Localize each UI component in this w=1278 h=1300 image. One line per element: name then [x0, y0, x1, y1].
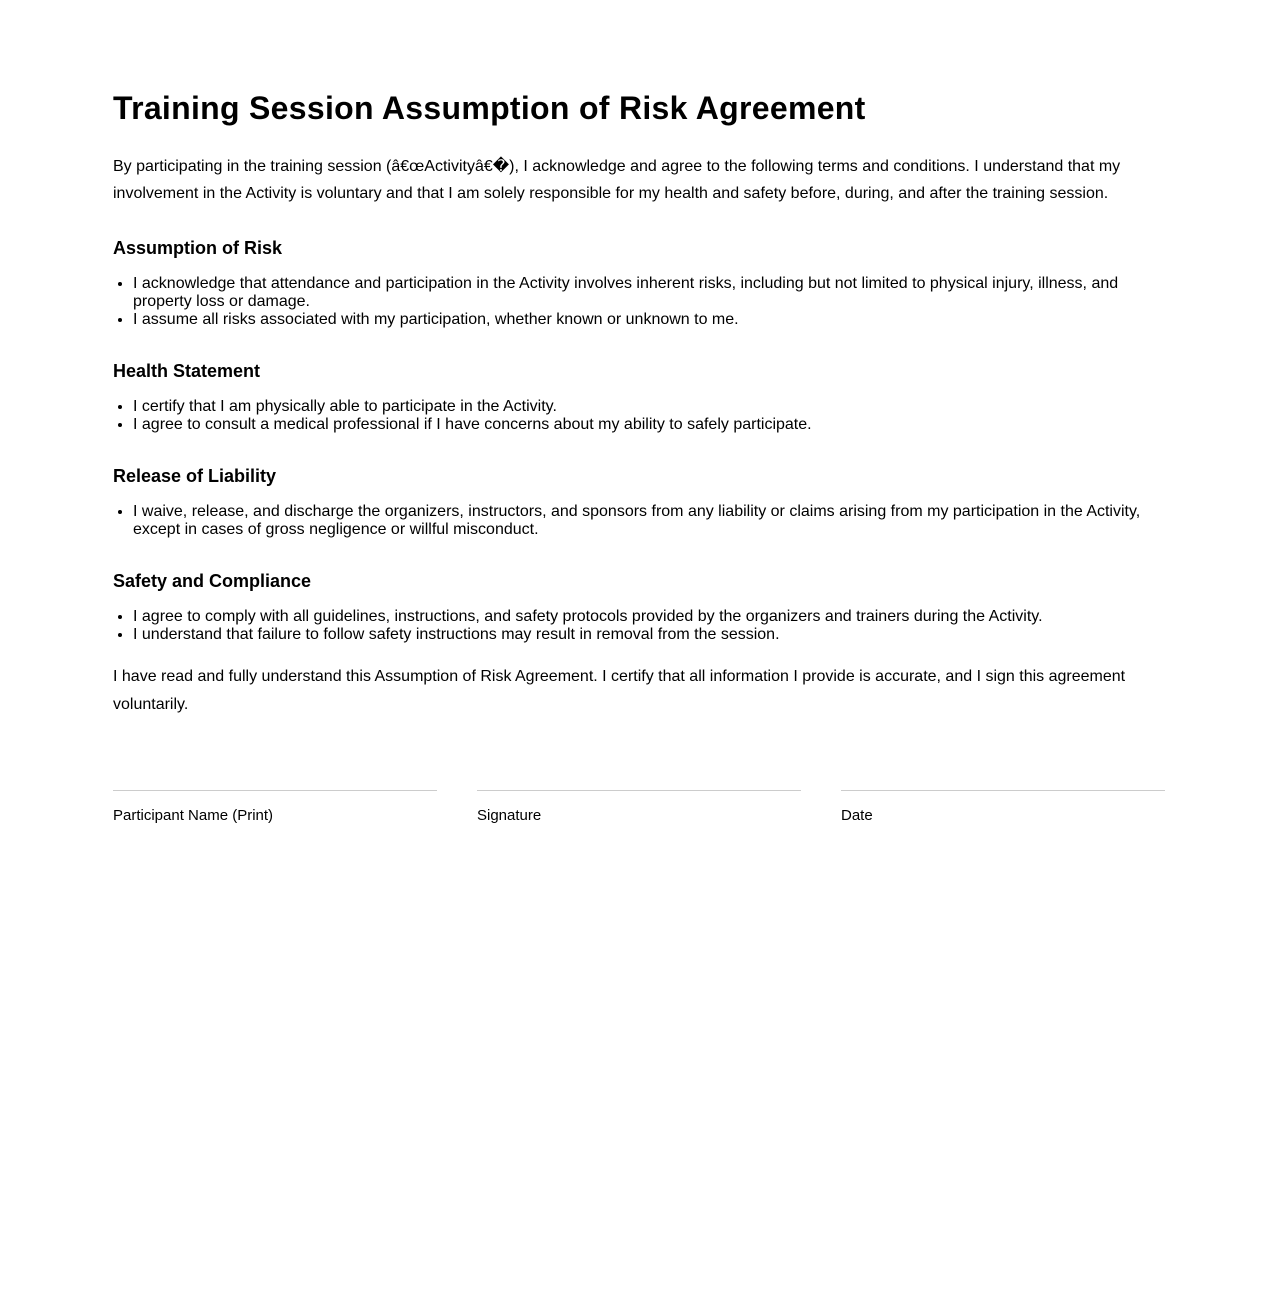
- section-list-release-of-liability: [113, 503, 1165, 539]
- signature-line: [841, 790, 1165, 791]
- signature-field-date[interactable]: [841, 790, 1165, 824]
- list-item: • I assume all risks associated with my participation, whether known or unknown to me.: [133, 311, 1165, 329]
- list-item: • I agree to consult a medical professional if I have concerns about my ability to safely participate.: [133, 416, 1165, 434]
- list-item: • I certify that I am physically able to participate in the Activity.: [133, 398, 1165, 416]
- section-list-assumption-of-risk: [113, 275, 1165, 329]
- list-item: • I understand that failure to follow safety instructions may result in removal from the session.: [133, 626, 1165, 644]
- signature-field-label: Signature: [477, 807, 542, 824]
- signature-field-participant-name[interactable]: [113, 790, 437, 824]
- section-list-safety-and-compliance: [113, 608, 1165, 644]
- signature-field-label: Participant Name (Print): [113, 807, 274, 824]
- section-heading-safety-and-compliance: Safety and Compliance: [113, 571, 312, 591]
- section-heading-release-of-liability: Release of Liability: [113, 466, 277, 486]
- section-heading-health-statement: Health Statement: [113, 361, 261, 381]
- closing-paragraph: I have read and fully understand this Assumption of Risk Agreement. I certify that all information I provide is accurate, and I sign this agreement voluntarily.: [113, 668, 1126, 713]
- section-heading-assumption-of-risk: Assumption of Risk: [113, 238, 283, 258]
- section-list-health-statement: [113, 398, 1165, 434]
- page-title: Training Session Assumption of Risk Agreement: [113, 90, 866, 126]
- list-item: • I waive, release, and discharge the organizers, instructors, and sponsors from any liability or claims arising from my participation in the Activity, except in cases of gross negligence or willful misconduct.: [133, 503, 1165, 539]
- list-item: • I acknowledge that attendance and participation in the Activity involves inherent risks, including but not limited to physical injury, illness, and property loss or damage.: [133, 275, 1165, 311]
- signature-field-signature[interactable]: [477, 790, 801, 824]
- signature-line: [113, 790, 437, 791]
- signature-line: [477, 790, 801, 791]
- signature-field-label: Date: [841, 807, 873, 824]
- intro-paragraph: By participating in the training session (â€œActivityâ€�), I acknowledge and agree to the following terms and conditions. I understand that my involvement in the Activity is voluntary and that I am solely responsible for my health and safety before, during, and after the training session.: [113, 158, 1121, 202]
- list-item: • I agree to comply with all guidelines, instructions, and safety protocols provided by the organizers and trainers during the Activity.: [133, 608, 1165, 626]
